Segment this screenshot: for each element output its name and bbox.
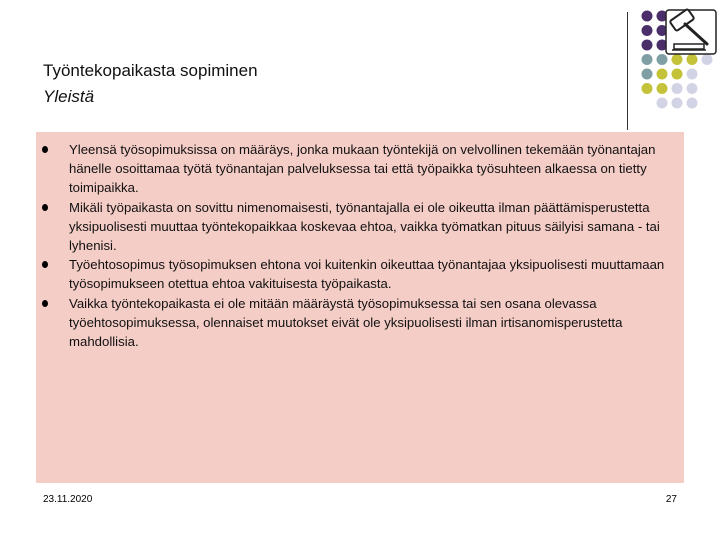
bullet-icon xyxy=(42,146,48,153)
decorative-dot xyxy=(657,98,668,109)
bullet-list xyxy=(36,140,676,351)
bullet-text: Yleensä työsopimuksissa on määräys, jonka mukaan työntekijä on velvollinen tekemään työnantajan hänelle osoittamaa työtä työnantajan palveluksessa tai että työpaikka työsuhteen alkaessa on tietty toimipaikka. xyxy=(69,142,656,196)
decorative-dot xyxy=(657,83,668,94)
bullet-icon xyxy=(42,300,48,307)
decorative-dot xyxy=(642,83,653,94)
decorative-dot xyxy=(642,25,653,36)
decorative-dot xyxy=(642,69,653,80)
list-item xyxy=(36,255,676,293)
bullet-icon xyxy=(42,204,48,211)
list-item xyxy=(36,140,676,198)
decorative-dot xyxy=(672,83,683,94)
decorative-dot xyxy=(642,40,653,51)
bullet-text: Työehtosopimus työsopimuksen ehtona voi kuitenkin oikeuttaa työnantajaa yksipuolisesti muuttamaan työsopimukseen otettua ehtoa vakituisesta työpaikasta. xyxy=(69,257,665,292)
footer-date: 23.11.2020 xyxy=(43,494,93,505)
bullet-icon xyxy=(42,261,48,268)
page-number: 27 xyxy=(665,494,677,505)
decorative-dot xyxy=(672,69,683,80)
decorative-dot xyxy=(642,54,653,65)
slide-subtitle: Yleistä xyxy=(43,87,95,106)
decorative-dot xyxy=(642,11,653,22)
decorative-dot xyxy=(687,69,698,80)
decorative-dot xyxy=(687,83,698,94)
divider-line xyxy=(627,12,628,130)
slide-title: Työntekopaikasta sopiminen xyxy=(43,61,258,80)
bullet-text: Vaikka työntekopaikasta ei ole mitään määräystä työsopimuksessa tai sen osana olevassa työehtosopimuksessa, olennaiset muutokset eivät ole yksipuolisesti ilman irtisanomisperustetta mahdollisia. xyxy=(69,295,623,350)
decorative-dot xyxy=(687,98,698,109)
decorative-dot xyxy=(657,69,668,80)
list-item xyxy=(36,198,676,256)
judge-gavel-icon xyxy=(660,4,720,56)
bullet-text: Mikäli työpaikasta on sovittu nimenomaisesti, työnantajalla ei ole oikeutta ilman päättämisperustetta yksipuolisesti muuttaa työntekopaikkaa koskevaa ehtoa, vaikka työmatkan pituus säilyisi samana - tai lyhenisi. xyxy=(69,199,660,254)
decorative-dot xyxy=(672,98,683,109)
list-item xyxy=(36,294,676,352)
